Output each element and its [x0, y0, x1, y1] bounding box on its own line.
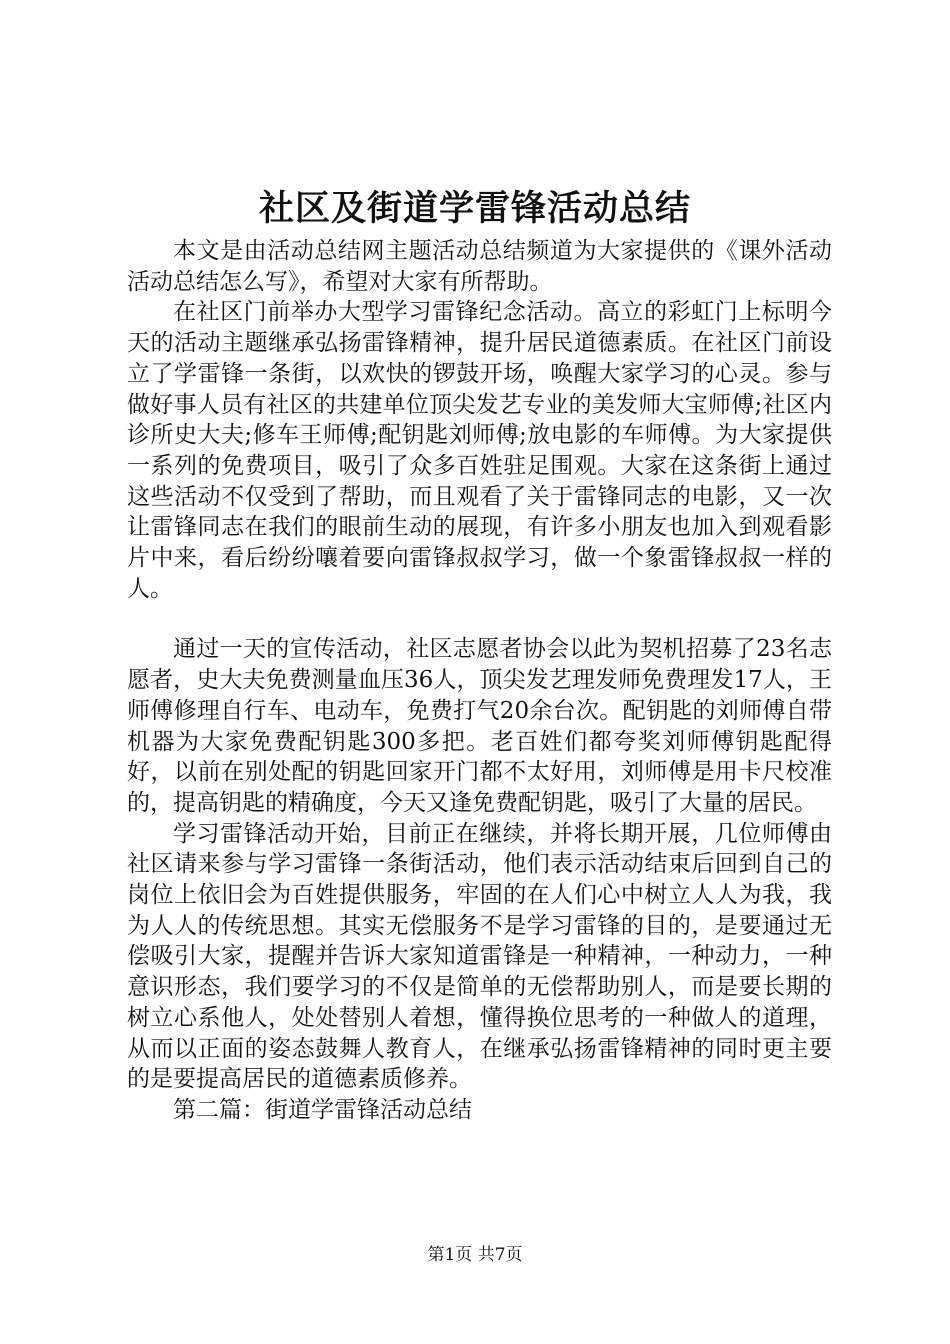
paragraph-results: 通过一天的宣传活动，社区志愿者协会以此为契机招募了23名志愿者，史大夫免费测量血压36人，顶尖发艺理发师免费理发17人，王师傅修理自行车、电动车，免费打气20余台次。配钥匙的刘师傅自带机器为大家免费配钥匙300多把。老百姓们都夸奖刘师傅钥匙配得好，以前在别处配的钥匙回家开门都不太好用，刘师傅是用卡尺校准的，提高钥匙的精确度，今天又逢免费配钥匙，吸引了大量的居民。 [127, 636, 832, 816]
document-title: 社区及街道学雷锋活动总结 [258, 188, 691, 229]
page-footer: 第1页 共7页 [427, 1245, 523, 1265]
paragraph-intro: 本文是由活动总结网主题活动总结频道为大家提供的《课外活动活动总结怎么写》，希望对大家有所帮助。 [127, 238, 832, 295]
paragraph-meaning: 学习雷锋活动开始，目前正在继续，并将长期开展，几位师傅由社区请来参与学习雷锋一条街活动，他们表示活动结束后回到自己的岗位上依旧会为百姓提供服务，牢固的在人们心中树立人人为我，我为人人的传统思想。其实无偿服务不是学习雷锋的目的，是要通过无偿吸引大家，提醒并告诉大家知道雷锋是一种精神，一种动力，一种意识形态，我们要学习的不仅是简单的无偿帮助别人，而是要长期的树立心系他人，处处替别人着想，懂得换位思考的一种做人的道理，从而以正面的姿态鼓舞人教育人，在继承弘扬雷锋精神的同时更主要的是要提高居民的道德素质修养。 [127, 820, 832, 1093]
paragraph-activity: 在社区门前举办大型学习雷锋纪念活动。高立的彩虹门上标明今天的活动主题继承弘扬雷锋精神，提升居民道德素质。在社区门前设立了学雷锋一条街，以欢快的锣鼓开场，唤醒大家学习的心灵。参与做好事人员有社区的共建单位顶尖发艺专业的美发师大宝师傅;社区内诊所史大夫;修车王师傅;配钥匙刘师傅;放电影的车师傅。为大家提供一系列的免费项目，吸引了众多百姓驻足围观。大家在这条街上通过这些活动不仅受到了帮助，而且观看了关于雷锋同志的电影，又一次让雷锋同志在我们的眼前生动的展现，有许多小朋友也加入到观看影片中来，看后纷纷嚷着要向雷锋叔叔学习，做一个象雷锋叔叔一样的人。 [127, 299, 832, 602]
document-body [127, 236, 832, 1126]
paragraph-second-part-heading: 第二篇：街道学雷锋活动总结 [173, 1096, 472, 1123]
